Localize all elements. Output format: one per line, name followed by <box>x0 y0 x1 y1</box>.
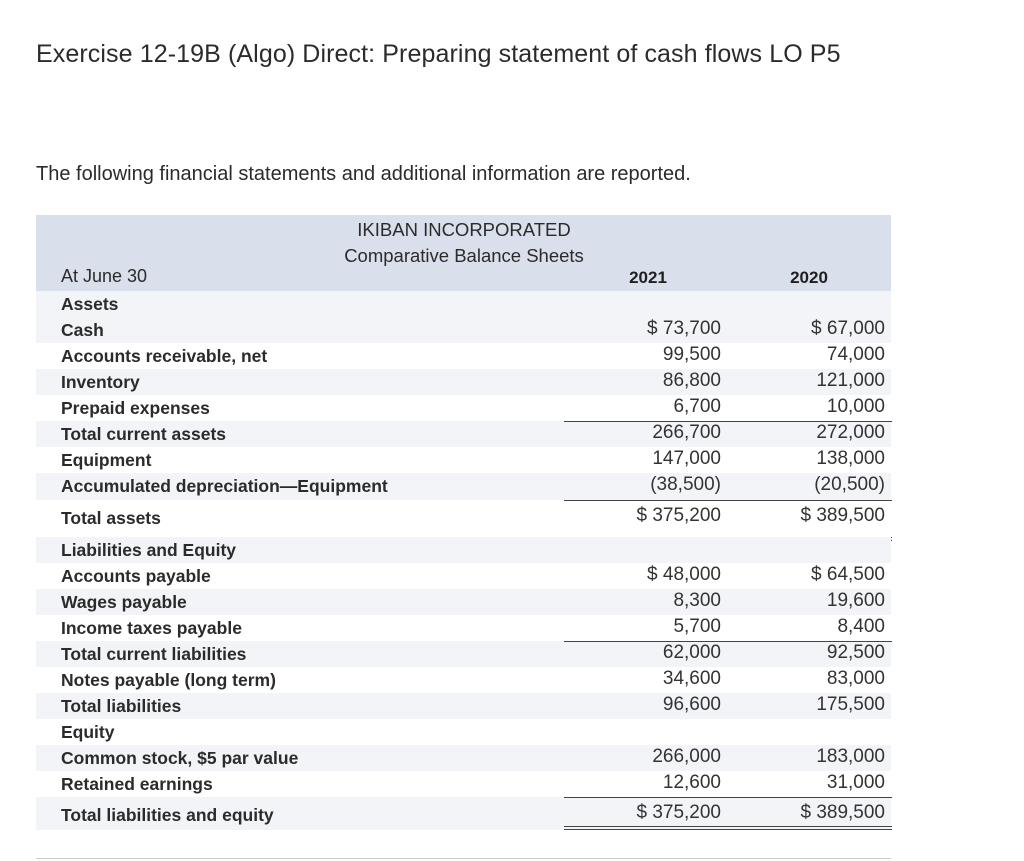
table-row: Accumulated depreciation—Equipment (38,500) (20,500) <box>36 473 891 500</box>
year-2021-header: 2021 <box>629 268 667 287</box>
row-label: Liabilities and Equity <box>61 540 237 560</box>
table-row: Total liabilities and equity $ 375,200 $ 389,500 <box>36 797 891 830</box>
company-name: IKIBAN INCORPORATED <box>357 219 571 240</box>
row-label: Accumulated depreciation—Equipment <box>61 476 388 496</box>
subtotal-rule <box>728 797 892 798</box>
bottom-divider <box>36 858 891 859</box>
table-row: Total current liabilities 62,000 92,500 <box>36 641 891 667</box>
table-row: Common stock, $5 par value 266,000 183,000 <box>36 745 891 771</box>
total-double-rule <box>564 826 728 830</box>
row-label: Assets <box>61 294 119 314</box>
table-body <box>36 291 891 830</box>
intro-text: The following financial statements and additional information are reported. <box>36 163 691 185</box>
table-row: Retained earnings 12,600 31,000 <box>61 772 885 794</box>
table-row: Income taxes payable 5,700 8,400 <box>61 616 885 638</box>
table-row <box>36 537 891 563</box>
row-label: Accounts receivable, net <box>61 346 268 366</box>
row-label: Total current assets <box>61 424 227 444</box>
row-label: Income taxes payable <box>61 618 242 638</box>
statement-heading <box>324 217 604 269</box>
subtotal-rule <box>728 500 892 501</box>
table-row: Prepaid expenses 6,700 10,000 <box>61 396 885 418</box>
table-row: Notes payable (long term) 34,600 83,000 <box>61 668 885 690</box>
table-row: Accounts payable $ 48,000 $ 64,500 <box>61 564 885 586</box>
row-label: Total liabilities <box>61 696 182 716</box>
subtotal-rule <box>564 500 728 501</box>
balance-sheet-table <box>36 215 891 830</box>
row-label: Common stock, $5 par value <box>61 748 299 768</box>
statement-name: Comparative Balance Sheets <box>344 245 584 266</box>
table-row: Equipment 147,000 138,000 <box>61 448 885 470</box>
row-label: Total assets <box>61 508 161 528</box>
table-row: Cash $ 73,700 $ 67,000 <box>36 317 891 343</box>
subtotal-rule <box>564 641 728 642</box>
page-title: Exercise 12-19B (Algo) Direct: Preparing statement of cash flows LO P5 <box>36 40 841 68</box>
table-row: Total current assets 266,700 272,000 <box>36 421 891 447</box>
table-header <box>36 215 891 291</box>
table-row: Total assets $ 375,200 $ 389,500 <box>36 500 891 537</box>
subtotal-rule <box>728 421 892 422</box>
row-label: Total liabilities and equity <box>61 805 274 825</box>
subtotal-rule <box>728 641 892 642</box>
row-label: Retained earnings <box>61 774 213 794</box>
table-row: Wages payable 8,300 19,600 <box>36 589 891 615</box>
table-row: Accounts receivable, net 99,500 74,000 <box>61 344 885 366</box>
table-row: Inventory 86,800 121,000 <box>36 369 891 395</box>
period-label: At June 30 <box>61 266 148 286</box>
subtotal-rule <box>564 421 728 422</box>
table-row <box>36 719 891 745</box>
total-double-rule <box>728 826 892 830</box>
row-label: Equity <box>61 722 115 742</box>
table-row: Total liabilities 96,600 175,500 <box>36 693 891 719</box>
row-label: Wages payable <box>61 592 187 612</box>
row-label: Prepaid expenses <box>61 398 210 418</box>
row-label: Equipment <box>61 450 152 470</box>
subtotal-rule <box>564 797 728 798</box>
row-label: Inventory <box>61 372 140 392</box>
year-2020-header: 2020 <box>790 268 828 287</box>
row-label: Cash <box>61 320 104 340</box>
row-label: Accounts payable <box>61 566 211 586</box>
row-label: Total current liabilities <box>61 644 247 664</box>
table-row <box>36 291 891 317</box>
row-label: Notes payable (long term) <box>61 670 276 690</box>
